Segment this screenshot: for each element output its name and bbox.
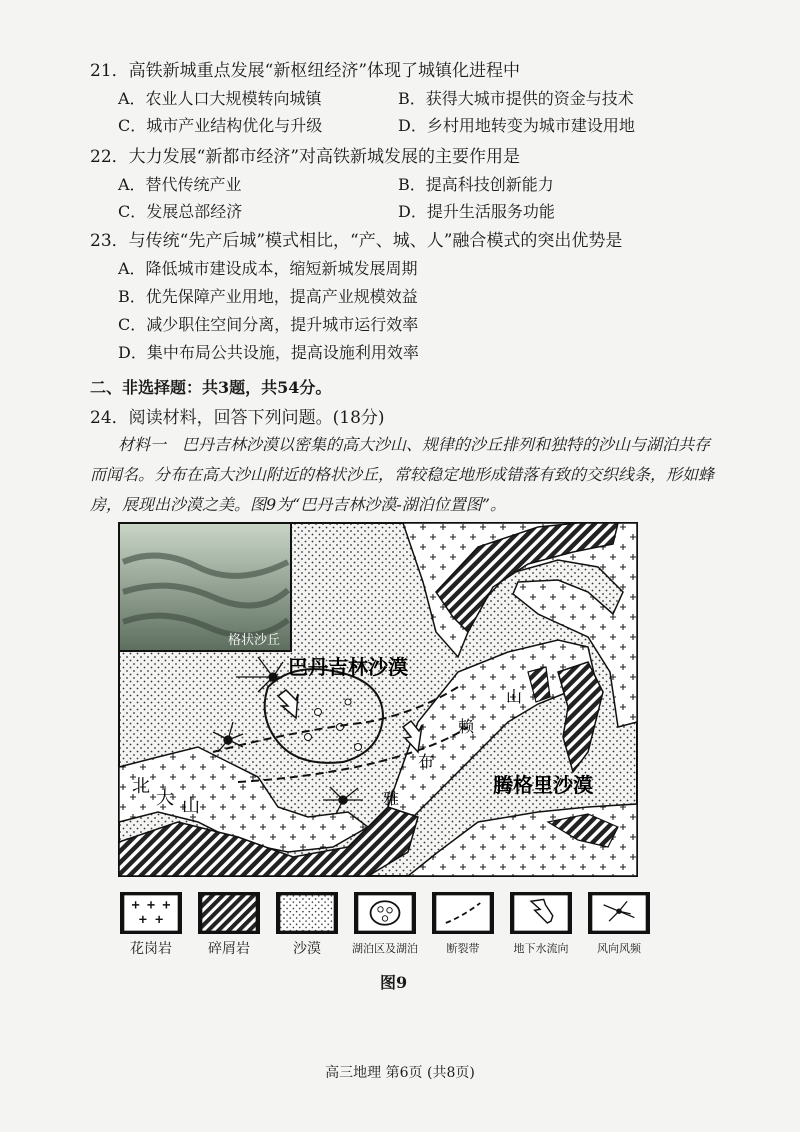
- q21-stem: 21．高铁新城重点发展“新枢纽经济”体现了城镇化进程中: [90, 61, 521, 81]
- label-yabulai-2: 布: [418, 752, 435, 771]
- legend-clastic: [196, 892, 262, 958]
- q24-stem: 24．阅读材料，回答下列问题。(18分): [90, 408, 385, 428]
- legend-lake-label: 湖泊区及湖泊: [352, 942, 418, 955]
- figure-caption: 图9: [380, 973, 408, 992]
- legend-groundwater-label: 地下水流向: [513, 942, 569, 955]
- legend-lake: [352, 892, 418, 956]
- groundwater-swatch: [510, 892, 572, 934]
- desert-swatch: [276, 892, 338, 934]
- q21-option-a: A．农业人口大规模转向城镇: [118, 89, 322, 108]
- label-beida-3: 山: [182, 796, 200, 817]
- fault-swatch: [432, 892, 494, 934]
- q23-option-b: B．优先保障产业用地，提高产业规模效益: [118, 287, 418, 306]
- q21-option-d: D．乡村用地转变为城市建设用地: [398, 116, 635, 135]
- section-heading: 二、非选择题：共3题，共54分。: [90, 378, 332, 397]
- legend-desert-label: 沙漠: [293, 941, 321, 957]
- page-footer: 高三地理 第6页 (共8页): [325, 1065, 475, 1081]
- label-yabulai-4: 山: [506, 687, 523, 706]
- q22-option-c: C．发展总部经济: [118, 202, 243, 221]
- legend-granite: [118, 892, 184, 958]
- lake-swatch: [354, 892, 416, 934]
- label-tengger: 腾格里沙漠: [493, 773, 593, 797]
- granite-swatch: [120, 892, 182, 934]
- legend-groundwater: [508, 892, 574, 956]
- legend-fault-label: 断裂带: [446, 942, 480, 955]
- q22-option-b: B．提高科技创新能力: [398, 175, 554, 194]
- label-yabulai-1: 雅: [383, 789, 400, 808]
- q23-stem: 23．与传统“先产后城”模式相比，“产、城、人”融合模式的突出优势是: [90, 231, 623, 251]
- material-line-3: 房，展现出沙漠之美。图9为“巴丹吉林沙漠-湖泊位置图”。: [90, 495, 506, 514]
- label-beida-1: 北: [132, 776, 150, 797]
- legend-fault: [430, 892, 496, 956]
- legend-clastic-label: 碎屑岩: [208, 941, 250, 957]
- photo-label: 格状沙丘: [228, 633, 281, 648]
- label-badain-jaran: 巴丹吉林沙漠: [288, 655, 408, 679]
- clastic-swatch: [198, 892, 260, 934]
- label-yabulai-3: 赖: [458, 717, 475, 736]
- q23-option-a: A．降低城市建设成本，缩短新城发展周期: [118, 259, 418, 278]
- q21-option-c: C．城市产业结构优化与升级: [118, 116, 323, 135]
- wind-swatch: [588, 892, 650, 934]
- q22-option-d: D．提升生活服务功能: [398, 202, 555, 221]
- q22-stem: 22．大力发展“新都市经济”对高铁新城发展的主要作用是: [90, 147, 521, 167]
- desert-lake-map: [118, 522, 638, 877]
- material-line-2: 而闻名。分布在高大沙山附近的格状沙丘，常较稳定地形成错落有致的交织线条，形如蜂: [90, 465, 715, 484]
- q22-option-a: A．替代传统产业: [118, 175, 242, 194]
- material-line-1: 材料一 巴丹吉林沙漠以密集的高大沙山、规律的沙丘排列和独特的沙山与湖泊共存: [118, 435, 711, 454]
- legend-wind-label: 风向风频: [597, 942, 641, 955]
- q23-option-d: D．集中布局公共设施，提高设施利用效率: [118, 343, 419, 362]
- legend-wind: [586, 892, 652, 956]
- legend-granite-label: 花岗岩: [130, 941, 172, 957]
- q23-option-c: C．减少职住空间分离，提升城市运行效率: [118, 315, 419, 334]
- label-beida-2: 大: [156, 788, 174, 809]
- legend-desert: [274, 892, 340, 958]
- q21-option-b: B．获得大城市提供的资金与技术: [398, 89, 634, 108]
